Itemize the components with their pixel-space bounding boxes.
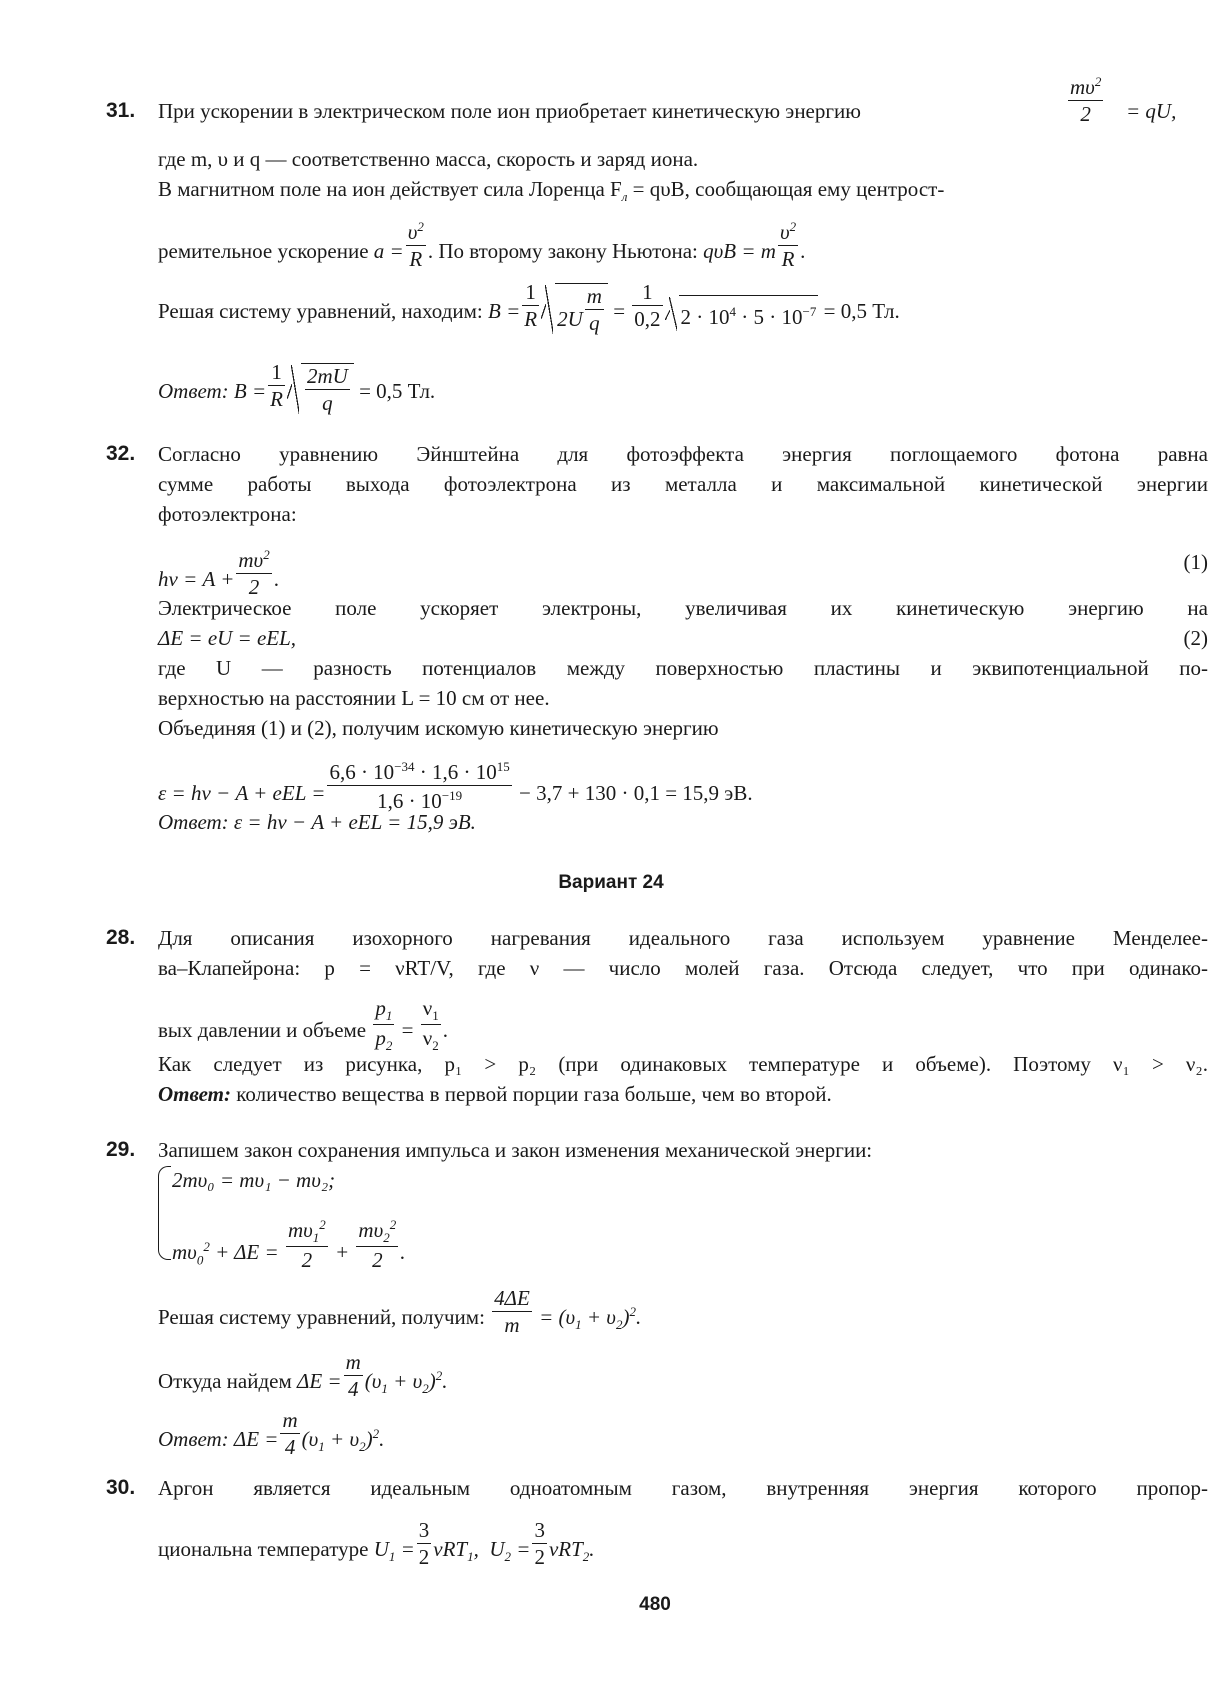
p28-line-4: Как следует из рисунка, p₁ > p₂ (при одинаковых температуре и объеме). Поэтому ν₁ > ν₂. [158,1052,1208,1076]
p32-line-8: верхностью на расстоянии L = 10 см от нее. [158,686,550,710]
p31-line-4: ремительное ускорение a = $\frac{\upsilon^2}{R}$ . По второму закону Ньютона: qυB = m $\frac{\upsilon^2}{R}$ . [158,219,806,271]
p28-line-1: Для описания изохорного нагревания идеального газа используем уравнение Менделее- [158,926,1208,950]
p32-calc: ε = hν − A + eEL = $\frac{6,6 \cdot 10^{-34} \cdot 1,6 \cdot 10^{15}}{1,6 \cdot 10^{-19}}$ − 3,7 + 130 · 0,1 = 15,9 эВ. [158,759,753,813]
p31-line-2: где m, υ и q — соответственно масса, скорость и заряд иона. [158,147,699,171]
problem-number-29: 29. [106,1138,136,1161]
problem-number-28: 28. [106,926,136,949]
p30-line-2: циональна температуре $U_1$ = $\frac{3}{2}$ νRT$_1$, $U_2$ = $\frac{3}{2}$ νRT$_2$. [158,1518,595,1569]
p32-answer: Ответ: ε = hν − A + eEL = 15,9 эВ. [158,810,476,834]
p28-answer: Ответ: количество вещества в первой порции газа больше, чем во второй. [158,1082,832,1106]
system-brace [158,1166,171,1260]
p32-line-5: Электрическое поле ускоряет электроны, увеличивая их кинетическую энергию на [158,596,1208,620]
p32-line-9: Объединяя (1) и (2), получим искомую кинетическую энергию [158,716,719,740]
p32-line-1: Согласно уравнению Эйнштейна для фотоэффекта энергия поглощаемого фотона равна [158,442,1208,466]
kinetic-energy-fraction: $\frac{m\upsilon^2}{2}$ [1070,74,1102,126]
p31-line-5: Решая систему уравнений, находим: B = $\frac{1}{R}$ 2U $\frac{m}{q}$ = $\frac{1}{0,2}$ $2 \cdot 10^4 \cdot 5 \cdot 10^{-7} = 0,5$ Тл. [158,280,900,335]
p31-qU: = qU, [1126,99,1177,123]
p32-line-7: где U — разность потенциалов между поверхностью пластины и эквипотенциальной по- [158,656,1208,680]
p29-line-1: Запишем закон сохранения импульса и закон изменения механической энергии: [158,1138,873,1162]
section-heading: Вариант 24 [558,872,664,893]
p32-line-2: сумме работы выхода фотоэлектрона из металла и максимальной кинетической энергии [158,472,1208,496]
p29-system-eq-1: 2mυ₀ = mυ₁ − mυ₂; [172,1168,336,1192]
p29-system-eq-2: $m\upsilon_0^2 + \Delta E$ = $\frac{m\upsilon_1^2}{2}$ + $\frac{m\upsilon_2^2}{2}$ . [172,1217,406,1273]
p30-line-1: Аргон является идеальным одноатомным газом, внутренняя энергия которого пропор- [158,1476,1208,1500]
p32-line-6: ΔE = eU = eEL, (2) [158,626,1208,650]
p29-line-5: Откуда найдем ΔE = $\frac{m}{4}$ $(\upsilon_1 + \upsilon_2)^2$. [158,1350,448,1401]
p29-answer: Ответ: ΔE = $\frac{m}{4}$ $(\upsilon_1 + \upsilon_2)^2$. [158,1408,385,1459]
p31-line-1: При ускорении в электрическом поле ион приобретает кинетическую энергию $\frac{m\upsilon^2}{2}$ = qU, [158,74,1177,126]
p32-eq-1: hν = A + $\frac{m\upsilon^2}{2}$ . (1) [158,547,1208,599]
p29-line-4: Решая систему уравнений, получим: $\frac{4\Delta E}{m}$ = $(\upsilon_1 + \upsilon_2)^2$. [158,1286,642,1337]
p28-line-2: ва–Клапейрона: p = νRT/V, где ν — число молей газа. Отсюда следует, что при одинако- [158,956,1208,980]
p31-answer: Ответ: B = $\frac{1}{R}$ $\frac{2mU}{q}$ = 0,5 Тл. [158,360,436,415]
p28-line-3: вых давлении и объеме $\frac{p_1}{p_2}$ = $\frac{\nu_1}{\nu_2}$ . [158,996,448,1054]
p31-line-3: В магнитном поле на ион действует сила Лоренца $F_л = q\upsilon B$, сообщающая ему центрост- [158,177,945,205]
problem-number-30: 30. [106,1476,136,1499]
p32-line-3: фотоэлектрона: [158,502,297,526]
problem-number-32: 32. [106,442,136,465]
problem-number-31: 31. [106,99,136,122]
page-number: 480 [639,1594,671,1615]
